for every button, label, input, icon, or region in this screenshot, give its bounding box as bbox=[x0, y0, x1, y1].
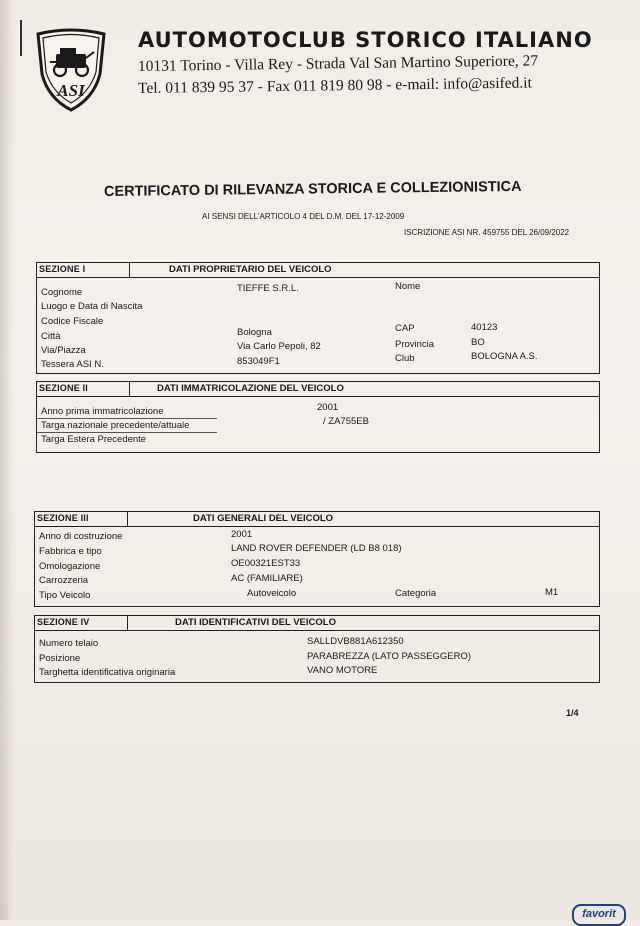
tessera-label: Tessera ASI N. bbox=[41, 359, 104, 370]
row-separator bbox=[37, 418, 217, 419]
omologazione-label: Omologazione bbox=[39, 561, 101, 572]
section-header bbox=[35, 616, 599, 631]
section-number: SEZIONE IV bbox=[37, 617, 90, 627]
page-edge-shadow bbox=[0, 0, 14, 920]
section-title: DATI IMMATRICOLAZIONE DEL VEICOLO bbox=[157, 383, 344, 394]
telaio-label: Numero telaio bbox=[39, 638, 99, 649]
telaio-value: SALLDVB881A612350 bbox=[307, 636, 404, 647]
omologazione-value: OE00321EST33 bbox=[231, 558, 301, 569]
binder-brand-stamp: favorit bbox=[572, 904, 626, 926]
certificate-title: CERTIFICATO DI RILEVANZA STORICA E COLLEZIONISTICA bbox=[103, 178, 522, 200]
provincia-label: Provincia bbox=[395, 339, 435, 350]
section-number: SEZIONE II bbox=[39, 383, 89, 393]
cognome-value: TIEFFE S.R.L. bbox=[237, 283, 299, 294]
section-number: SEZIONE I bbox=[39, 264, 86, 274]
section-header bbox=[37, 382, 599, 397]
anno-immatricolazione-value: 2001 bbox=[317, 402, 339, 413]
posizione-value: PARABREZZA (LATO PASSEGGERO) bbox=[307, 651, 472, 662]
carrozzeria-label: Carrozzeria bbox=[39, 575, 89, 586]
via-value: Via Carlo Pepoli, 82 bbox=[237, 341, 321, 352]
targa-value: / ZA755EB bbox=[323, 416, 369, 427]
cap-value: 40123 bbox=[471, 322, 498, 333]
tipo-veicolo-value: Autoveicolo bbox=[247, 588, 297, 599]
citta-value: Bologna bbox=[237, 327, 272, 338]
section-general bbox=[34, 511, 600, 607]
anno-immatricolazione-label: Anno prima immatricolazione bbox=[41, 406, 164, 417]
section-header bbox=[37, 263, 599, 278]
targa-estera-label: Targa Estera Precedente bbox=[41, 434, 147, 445]
logo-text: ASI bbox=[57, 81, 85, 100]
certificate-registration: ISCRIZIONE ASI NR. 459755 DEL 26/09/2022 bbox=[404, 228, 570, 237]
anno-costruzione-label: Anno di costruzione bbox=[39, 531, 123, 542]
anno-costruzione-value: 2001 bbox=[231, 529, 253, 540]
categoria-label: Categoria bbox=[395, 588, 437, 599]
paper-mark bbox=[20, 20, 22, 56]
targhetta-label: Targhetta identificativa originaria bbox=[39, 667, 176, 678]
section-header bbox=[35, 512, 599, 527]
fabbrica-value: LAND ROVER DEFENDER (LD B8 018) bbox=[231, 543, 402, 554]
row-separator bbox=[37, 432, 217, 433]
section-identification bbox=[34, 615, 600, 683]
targhetta-value: VANO MOTORE bbox=[307, 665, 378, 676]
cap-label: CAP bbox=[395, 323, 415, 334]
carrozzeria-value: AC (FAMILIARE) bbox=[231, 573, 303, 584]
section-owner bbox=[36, 262, 600, 374]
categoria-value: M1 bbox=[545, 587, 559, 598]
org-address: 10131 Torino - Villa Rey - Strada Val San Martino Superiore, 27 bbox=[137, 52, 539, 75]
section-title: DATI IDENTIFICATIVI DEL VEICOLO bbox=[175, 617, 336, 628]
codice-fiscale-label: Codice Fiscale bbox=[41, 316, 104, 327]
section-title: DATI GENERALI DEL VEICOLO bbox=[193, 513, 334, 524]
asi-logo bbox=[34, 28, 108, 112]
section-number: SEZIONE III bbox=[37, 513, 89, 523]
certificate-subtitle: AI SENSI DELL'ARTICOLO 4 DEL D.M. DEL 17-12-2009 bbox=[202, 212, 405, 221]
nome-label: Nome bbox=[395, 281, 421, 292]
page-number: 1/4 bbox=[566, 708, 579, 718]
org-name: AUTOMOTOCLUB STORICO ITALIANO bbox=[138, 28, 593, 52]
luogo-label: Luogo e Data di Nascita bbox=[41, 301, 143, 312]
posizione-label: Posizione bbox=[39, 653, 81, 664]
tessera-value: 853049F1 bbox=[237, 356, 280, 367]
cognome-label: Cognome bbox=[41, 287, 83, 298]
tipo-veicolo-label: Tipo Veicolo bbox=[39, 590, 91, 601]
fabbrica-label: Fabbrica e tipo bbox=[39, 546, 102, 557]
org-contact: Tel. 011 839 95 37 - Fax 011 819 80 98 - e-mail: info@asifed.it bbox=[137, 74, 532, 97]
club-label: Club bbox=[395, 353, 415, 364]
section-title: DATI PROPRIETARIO DEL VEICOLO bbox=[169, 264, 332, 275]
targa-label: Targa nazionale precedente/attuale bbox=[41, 420, 190, 431]
via-label: Via/Piazza bbox=[41, 345, 86, 356]
club-value: BOLOGNA A.S. bbox=[471, 351, 538, 362]
citta-label: Città bbox=[41, 331, 61, 342]
provincia-value: BO bbox=[471, 337, 485, 348]
section-registration bbox=[36, 381, 600, 453]
